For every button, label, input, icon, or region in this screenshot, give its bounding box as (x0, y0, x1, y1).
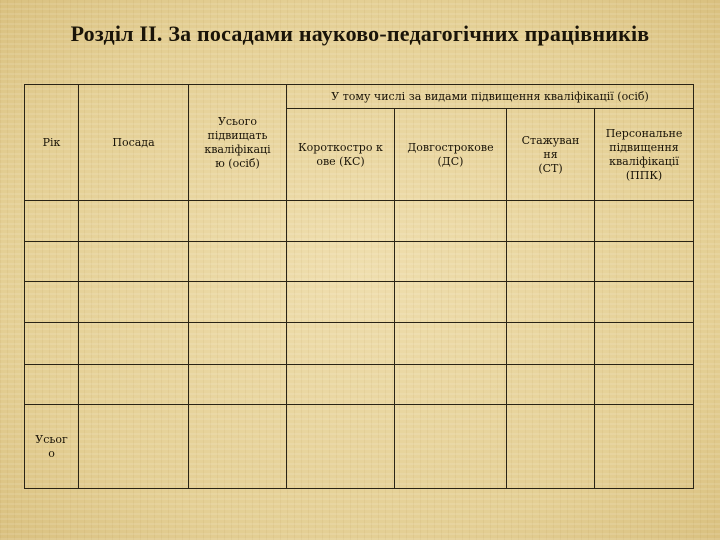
table-cell (189, 242, 287, 282)
position-column-header: Посада (79, 85, 189, 201)
table-cell (395, 282, 507, 323)
table-cell (595, 323, 694, 365)
table-cell (507, 405, 595, 489)
personal-training-header-line-1: Персональне (605, 126, 683, 140)
personal-training-header-line-4: (ППК) (625, 168, 663, 182)
table-cell (395, 323, 507, 365)
table-cell (287, 242, 395, 282)
total-trained-header-line-1: Усього (217, 114, 258, 128)
table-cell (79, 201, 189, 242)
table-cell (507, 201, 595, 242)
table-cell (595, 282, 694, 323)
total-trained-column-header (189, 85, 287, 201)
table-cell (25, 201, 79, 242)
table-cell (595, 405, 694, 489)
table-cell (25, 323, 79, 365)
table-row (25, 201, 694, 242)
internship-header-line-2: ня (543, 147, 558, 161)
table-cell (79, 242, 189, 282)
total-trained-header-line-3: кваліфікаці (204, 142, 271, 156)
table-cell (25, 242, 79, 282)
table-cell (189, 365, 287, 405)
table-cell (395, 405, 507, 489)
table-cell (507, 282, 595, 323)
short-term-header-line-2: ове (КС) (316, 154, 365, 168)
page-title: Розділ ІІ. За посадами науково-педагогічних працівників (70, 21, 650, 46)
short-term-column-header (287, 109, 395, 201)
table-cell (79, 323, 189, 365)
total-row-label-line-1: Усьог (35, 432, 68, 446)
table-cell (595, 242, 694, 282)
table-cell (507, 242, 595, 282)
table-cell (189, 282, 287, 323)
table-cell (79, 405, 189, 489)
training-types-group-header: У тому числі за видами підвищення кваліфікації (осіб) (287, 85, 694, 109)
personal-training-header-line-3: кваліфікації (609, 154, 679, 168)
table-cell (507, 323, 595, 365)
total-trained-header-line-4: ю (осіб) (215, 156, 260, 170)
table-cell (189, 201, 287, 242)
table-cell (395, 365, 507, 405)
total-row (25, 405, 694, 489)
personal-training-header-line-2: підвищення (609, 140, 679, 154)
internship-header-line-1: Стажуван (521, 133, 580, 147)
table-cell (507, 365, 595, 405)
table-row (25, 365, 694, 405)
short-term-header-line-1: Короткостро к (298, 140, 383, 154)
table-row (25, 323, 694, 365)
table-cell (25, 365, 79, 405)
personal-training-column-header (595, 109, 694, 201)
header-row-group (25, 85, 694, 109)
table-row (25, 242, 694, 282)
table-cell (287, 323, 395, 365)
table-cell (79, 282, 189, 323)
table-cell (595, 201, 694, 242)
table-cell (189, 405, 287, 489)
table-cell (595, 365, 694, 405)
internship-header-line-3: (СТ) (538, 161, 563, 175)
long-term-column-header (395, 109, 507, 201)
year-column-header: Рік (25, 85, 79, 201)
table-cell (287, 365, 395, 405)
internship-column-header (507, 109, 595, 201)
table-row (25, 282, 694, 323)
qualification-table (24, 84, 694, 489)
long-term-header-line-1: Довгострокове (407, 140, 494, 154)
total-row-label (25, 405, 79, 489)
table-cell (287, 201, 395, 242)
table-cell (395, 201, 507, 242)
total-row-label-line-2: о (48, 446, 55, 460)
table-cell (287, 282, 395, 323)
table-cell (25, 282, 79, 323)
table-cell (395, 242, 507, 282)
long-term-header-line-2: (ДС) (437, 154, 464, 168)
total-trained-header-line-2: підвищать (207, 128, 268, 142)
table-cell (287, 405, 395, 489)
table-cell (79, 365, 189, 405)
table-cell (189, 323, 287, 365)
